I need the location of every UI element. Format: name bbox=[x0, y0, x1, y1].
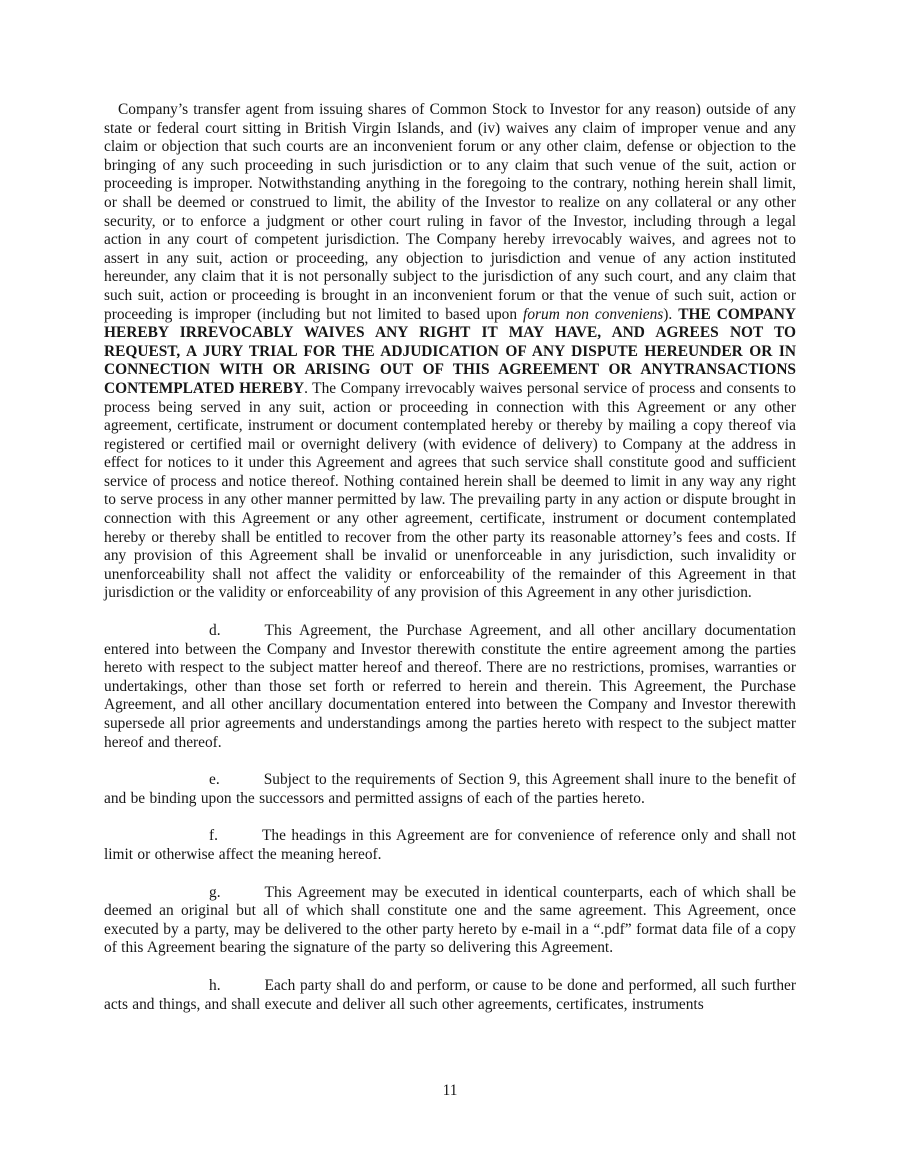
subparagraph-text: This Agreement may be executed in identical counterparts, each of which shall be deemed an original but all of which shall constitute one and the same agreement. This Agreement, once executed by a party, may be delivered to the other party hereto by e-mail in a “.pdf” format data file of a copy of this Agreement bearing the signature of the party so delivering this Agreement. bbox=[104, 883, 796, 957]
subparagraph-letter: d. bbox=[209, 622, 221, 640]
page-number: 11 bbox=[442, 1082, 458, 1099]
subparagraph-d bbox=[104, 622, 796, 752]
subparagraph-h bbox=[104, 977, 796, 1014]
subparagraph-text: The headings in this Agreement are for convenience of reference only and shall not limit or otherwise affect the meaning hereof. bbox=[104, 827, 796, 863]
text-segment-normal: . The Company irrevocably waives personal service of process and consents to process being served in any suit, action or proceeding in connection with this Agreement or any other agreement, certificate, instrument or document contemplated hereby or thereby by mailing a copy thereof via registered or certified mail or overnight delivery (with evidence of delivery) to Company at the address in effect for notices to it under this Agreement and agrees that such service shall constitute good and sufficient service of process and notice thereof. Nothing contained herein shall be deemed to limit in any way any right to serve process in any other manner permitted by law. The prevailing party in any action or dispute brought in connection with this Agreement or any other agreement, certificate, instrument or document contemplated hereby or thereby shall be entitled to recover from the other party its reasonable attorney’s fees and costs. If any provision of this Agreement shall be invalid or unenforceable in any jurisdiction, such invalidity or unenforceability shall not affect the validity or enforceability of the remainder of this Agreement in that jurisdiction or the validity or enforceability of any provision of this Agreement in any other jurisdiction. bbox=[104, 379, 796, 602]
text-segment-bold: THE COMPANY HEREBY IRREVOCABLY WAIVES ANY RIGHT IT MAY HAVE, AND AGREES NOT TO REQUEST, A JURY TRIAL FOR THE ADJUDICATION OF ANY DISPUTE HEREUNDER OR IN CONNECTION WITH OR ARISING OUT OF THIS AGREEMENT OR ANYTRANSACTIONS CONTEMPLATED HEREBY bbox=[104, 305, 796, 397]
subparagraph-letter: f. bbox=[209, 827, 218, 845]
subparagraph-text: Each party shall do and perform, or cause to be done and performed, all such further acts and things, and shall execute and deliver all such other agreements, certificates, instruments bbox=[104, 976, 796, 1013]
subparagraph-f bbox=[104, 827, 796, 864]
document-body bbox=[104, 101, 796, 1014]
subparagraph-letter: g. bbox=[209, 883, 221, 901]
subparagraph-g bbox=[104, 884, 796, 958]
subparagraph-letter: h. bbox=[209, 976, 221, 994]
subparagraph-text: Subject to the requirements of Section 9, this Agreement shall inure to the benefit of and be binding upon the successors and permitted assigns of each of the parties hereto. bbox=[104, 771, 796, 807]
subparagraph-e bbox=[104, 771, 796, 808]
subparagraph-letter: e. bbox=[209, 771, 220, 789]
subparagraph-text: This Agreement, the Purchase Agreement, and all other ancillary documentation entered into between the Company and Investor therewith constitute the entire agreement among the parties hereto with respect to the subject matter hereof and thereof. There are no restrictions, promises, warranties or undertakings, other than those set forth or referred to herein and therein. This Agreement, the Purchase Agreement, and all other ancillary documentation entered into between the Company and Investor therewith supersede all prior agreements and understandings among the parties hereto with respect to the subject matter hereof and thereof. bbox=[104, 622, 796, 751]
text-segment-normal: ). bbox=[663, 305, 679, 323]
text-segment-normal: Company’s transfer agent from issuing shares of Common Stock to Investor for any reason) outside of any state or federal court sitting in British Virgin Islands, and (iv) waives any claim of improper venue and any claim or objection that such courts are an inconvenient forum or any other claim, defense or objection to the bringing of any such proceeding in such jurisdiction or to any claim that such venue of the suit, action or proceeding is improper. Notwithstanding anything in the foregoing to the contrary, nothing herein shall limit, or shall be deemed or construed to limit, the ability of the Investor to realize on any collateral or any other security, or to enforce a judgment or other court ruling in favor of the Investor, including through a legal action in any court of competent jurisdiction. The Company hereby irrevocably waives, and agrees not to assert in any suit, action or proceeding, any objection to jurisdiction and venue of any action instituted hereunder, any claim that it is not personally subject to the jurisdiction of any such court, and any claim that such suit, action or proceeding is brought in an inconvenient forum or that the venue of such suit, action or proceeding is improper (including but not limited to based upon bbox=[104, 101, 796, 323]
continuation-paragraph bbox=[104, 101, 796, 603]
text-segment-italic: forum non conveniens bbox=[523, 305, 664, 323]
